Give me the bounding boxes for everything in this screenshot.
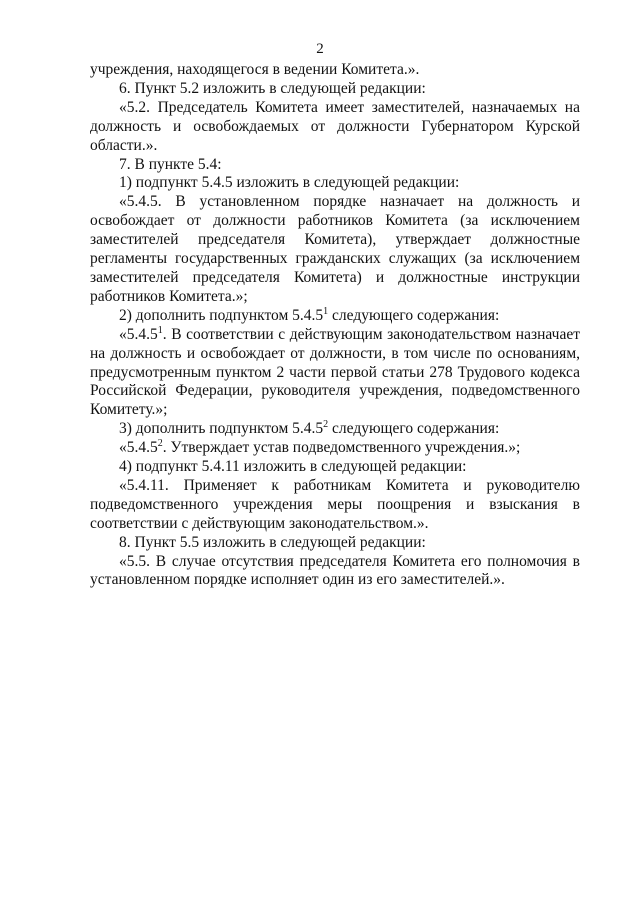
text-run: 3) дополнить подпунктом 5.4.5 xyxy=(119,420,324,438)
text-run: 8. Пункт 5.5 изложить в следующей редакции: xyxy=(119,533,426,551)
text-run: «5.4.5 xyxy=(119,439,158,457)
paragraph-item-8 xyxy=(90,534,580,553)
text-run: 7. В пункте 5.4: xyxy=(119,155,222,173)
paragraph-item-6 xyxy=(90,80,580,99)
superscript: 2 xyxy=(157,438,163,450)
paragraph-quote-5-5 xyxy=(90,553,580,591)
text-run: . Утверждает устав подведомственного учреждения.»; xyxy=(162,439,521,457)
text-run: 1) подпункт 5.4.5 изложить в следующей редакции: xyxy=(119,174,460,192)
superscript: 1 xyxy=(323,305,329,317)
text-run: . В соответствии с действующим законодательством назначает на должность и освобождает от должности, в том числе по основаниям, предусмотренным пунктом 2 части первой статьи 278 Трудового кодекса Российской Федерации, руководителя учреждения, подведомственного Комитету.»; xyxy=(90,325,580,419)
paragraph-quote-5-2 xyxy=(90,99,580,156)
paragraph-quote-5-4-5-2 xyxy=(90,439,580,458)
paragraph-quote-5-4-5-1 xyxy=(90,326,580,421)
paragraph-subitem-3 xyxy=(90,420,580,439)
page-number: 2 xyxy=(316,41,324,57)
paragraph-subitem-1 xyxy=(90,174,580,193)
paragraph-quote-5-4-5 xyxy=(90,193,580,306)
text-run: следующего содержания: xyxy=(328,420,500,438)
text-run: «5.4.5. В установленном порядке назначает на должность и освобождает от должности работников Комитета (за исключением заместителей председателя Комитета), утверждает должностные регламенты государственных гражданских служащих (за исключением заместителей председателя Комитета) и должностные инструкции работников Комитета.»; xyxy=(90,193,580,305)
paragraph-quote-5-4-11 xyxy=(90,477,580,534)
paragraph-subitem-4 xyxy=(90,458,580,477)
document-body xyxy=(90,61,580,590)
text-run: учреждения, находящегося в ведении Комитета.». xyxy=(90,61,420,78)
paragraph-continuation xyxy=(90,61,580,80)
text-run: следующего содержания: xyxy=(328,306,500,324)
text-run: «5.2. Председатель Комитета имеет заместителей, назначаемых на должность и освобождаемых от должности Губернатором Курской области.». xyxy=(90,98,580,154)
text-run: «5.4.11. Применяет к работникам Комитета и руководителю подведомственного учреждения меры поощрения и взыскания в соответствии с действующим законодательством.». xyxy=(90,476,580,532)
text-run: 4) подпункт 5.4.11 изложить в следующей редакции: xyxy=(119,458,467,476)
superscript: 1 xyxy=(157,324,163,336)
paragraph-item-7 xyxy=(90,156,580,175)
text-run: 6. Пункт 5.2 изложить в следующей редакции: xyxy=(119,79,426,97)
text-run: «5.4.5 xyxy=(119,325,158,343)
superscript: 2 xyxy=(323,419,329,431)
text-run: «5.5. В случае отсутствия председателя Комитета его полномочия в установленном порядке исполняет один из его заместителей.». xyxy=(90,552,580,589)
paragraph-subitem-2 xyxy=(90,307,580,326)
text-run: 2) дополнить подпунктом 5.4.5 xyxy=(119,306,324,324)
